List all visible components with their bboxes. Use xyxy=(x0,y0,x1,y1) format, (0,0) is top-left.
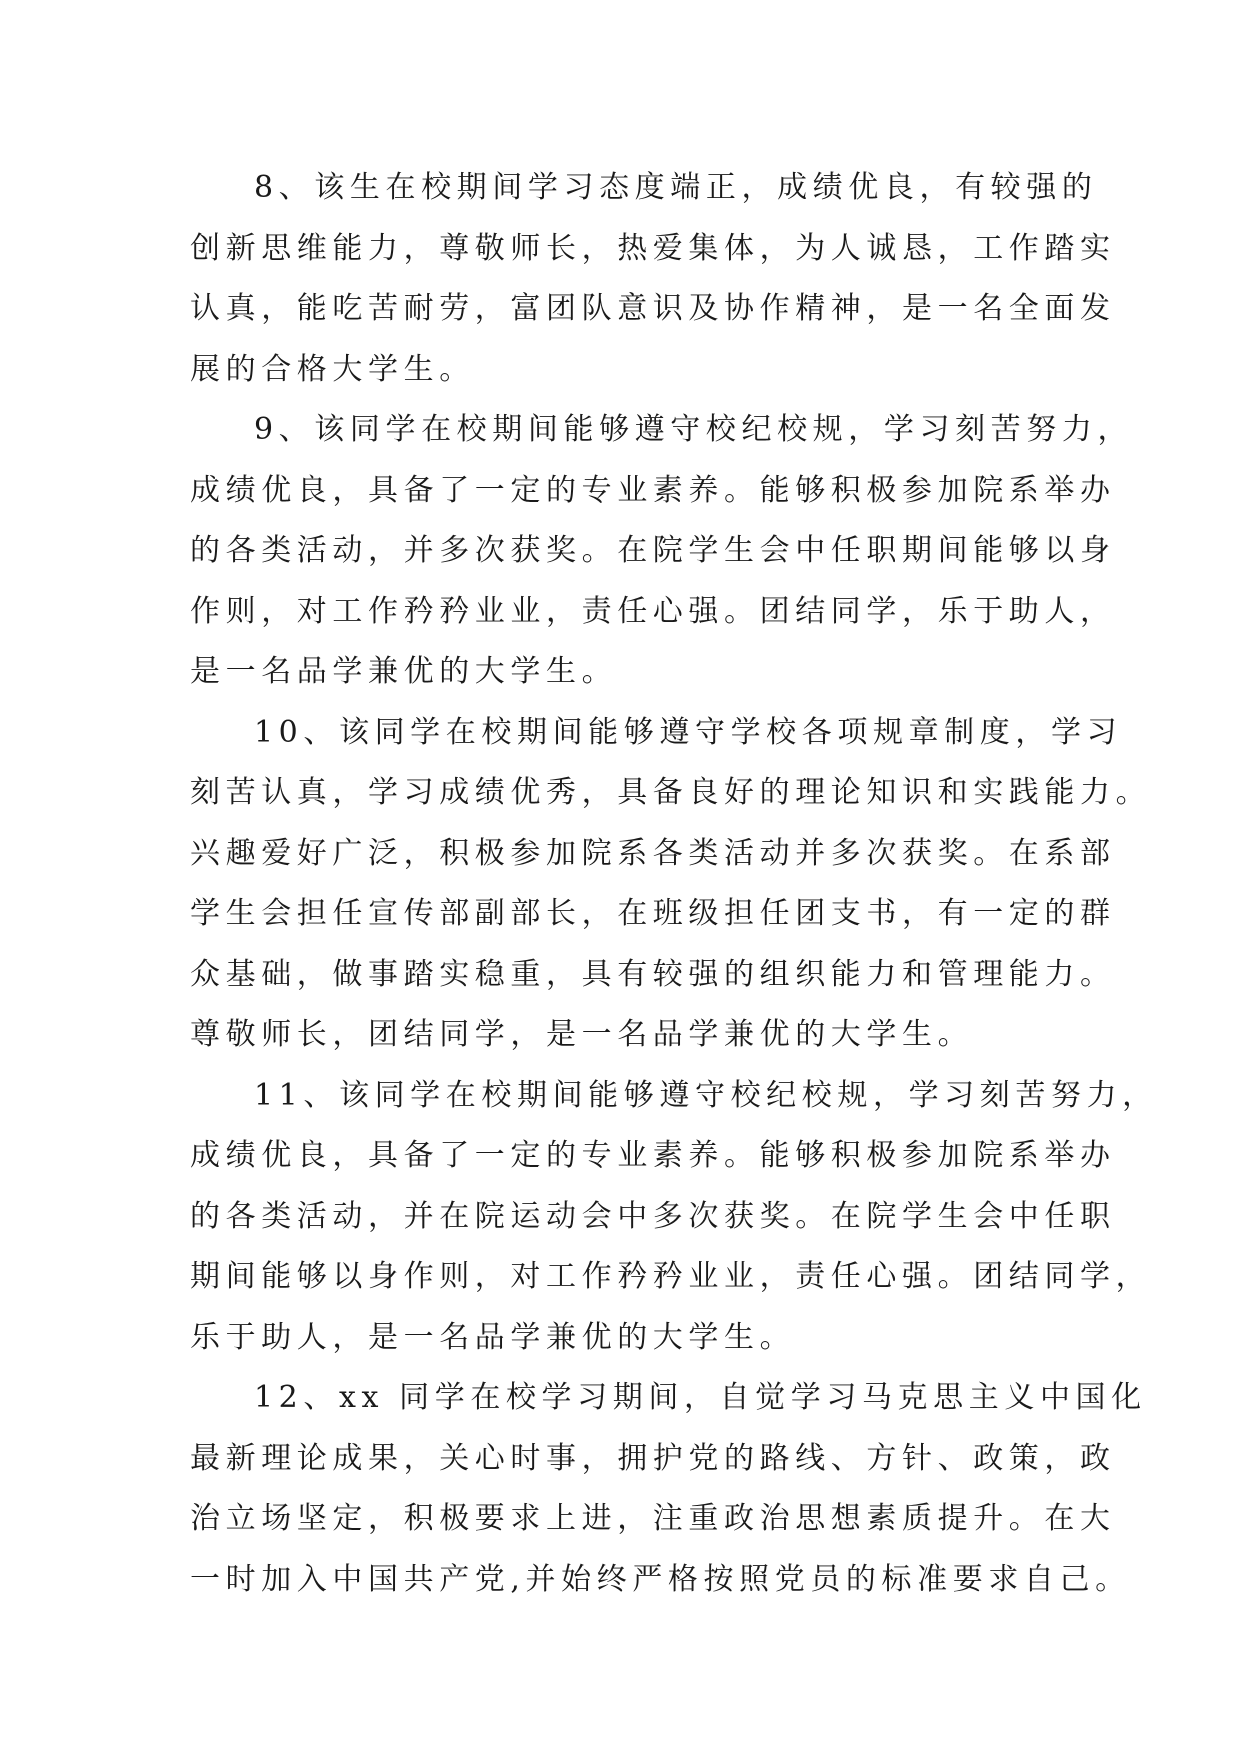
text-line: 8、该生在校期间学习态度端正，成绩优良，有较强的 xyxy=(254,170,1098,205)
text-line: 是一名品学兼优的大学生。 xyxy=(190,654,618,689)
text-line: 期间能够以身作则，对工作矜矜业业，责任心强。团结同学， xyxy=(190,1259,1152,1294)
text-line: 尊敬师长，团结同学，是一名品学兼优的大学生。 xyxy=(190,1017,974,1052)
text-line: 9、该同学在校期间能够遵守校纪校规，学习刻苦努力， xyxy=(254,412,1134,447)
text-line: 兴趣爱好广泛，积极参加院系各类活动并多次获奖。在系部 xyxy=(190,835,1116,871)
text-line: 展的合格大学生。 xyxy=(190,351,475,387)
paragraph-10 xyxy=(190,703,1152,1066)
text-line: 的各类活动，并多次获奖。在院学生会中任职期间能够以身 xyxy=(190,533,1116,568)
paragraph-11 xyxy=(190,1066,1158,1369)
text-line: 认真，能吃苦耐劳，富团队意识及协作精神，是一名全面发 xyxy=(190,291,1116,326)
text-line: 最新理论成果，关心时事，拥护党的路线、方针、政策，政 xyxy=(190,1440,1116,1476)
text-line: 的各类活动，并在院运动会中多次获奖。在院学生会中任职 xyxy=(190,1198,1116,1234)
text-line: 成绩优良，具备了一定的专业素养。能够积极参加院系举办 xyxy=(190,472,1116,508)
paragraph-12 xyxy=(190,1368,1147,1610)
text-line: 学生会担任宣传部副部长，在班级担任团支书，有一定的群 xyxy=(190,896,1116,931)
text-line: 乐于助人，是一名品学兼优的大学生。 xyxy=(190,1319,796,1355)
text-line: 10、该同学在校期间能够遵守学校各项规章制度，学习 xyxy=(254,714,1123,750)
paragraph-8 xyxy=(190,158,1116,400)
text-line: 众基础，做事踏实稳重，具有较强的组织能力和管理能力。 xyxy=(190,956,1116,992)
text-line: 作则，对工作矜矜业业，责任心强。团结同学，乐于助人， xyxy=(190,593,1116,629)
paragraph-9 xyxy=(190,400,1134,703)
text-line: 治立场坚定，积极要求上进，注重政治思想素质提升。在大 xyxy=(190,1501,1116,1536)
text-line: 创新思维能力，尊敬师长，热爱集体，为人诚恳，工作踏实 xyxy=(190,230,1116,266)
text-line: 成绩优良，具备了一定的专业素养。能够积极参加院系举办 xyxy=(190,1138,1116,1173)
document-body xyxy=(190,158,1158,1610)
text-line: 刻苦认真，学习成绩优秀，具备良好的理论知识和实践能力。 xyxy=(190,775,1152,810)
text-line: 11、该同学在校期间能够遵守校纪校规，学习刻苦努力， xyxy=(254,1077,1158,1113)
text-line: 12、xx 同学在校学习期间，自觉学习马克思主义中国化 xyxy=(254,1380,1147,1415)
text-line: 一时加入中国共产党,并始终严格按照党员的标准要求自己。 xyxy=(190,1561,1131,1597)
